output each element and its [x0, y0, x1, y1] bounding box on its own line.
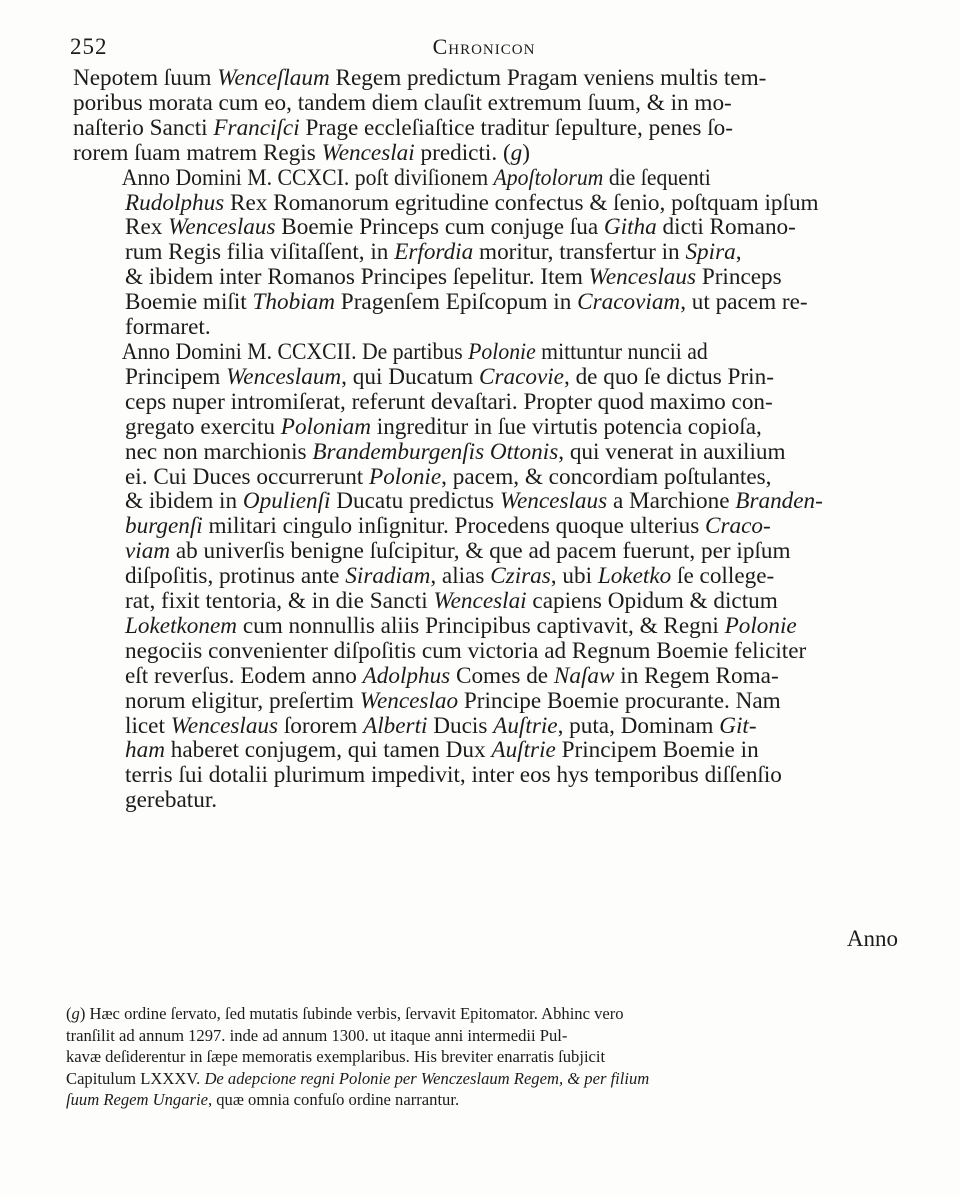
italic-segment: Polonie — [468, 338, 536, 365]
text-segment: Nepotem ſuum — [73, 65, 218, 91]
italic-segment: Adolphus — [362, 662, 451, 689]
text-segment: & ibidem in — [125, 488, 243, 515]
text-line — [73, 639, 899, 664]
text-line — [66, 1046, 902, 1068]
text-segment: diſpoſitis, protinus ante — [125, 563, 346, 590]
text-line — [66, 1025, 902, 1047]
italic-segment: Auſtrie — [491, 737, 556, 764]
text-segment: a Marchione — [607, 488, 736, 515]
text-segment: & ibidem inter Romanos Principes ſepelitur. Item — [125, 264, 589, 291]
italic-segment: Cracoviam — [577, 289, 681, 316]
italic-segment: Apoſtolorum — [493, 164, 604, 191]
text-segment: gerebatur. — [125, 787, 218, 814]
text-segment: , pacem, & concordiam poſtulantes, — [441, 463, 772, 490]
text-segment: Anno Domini M. CCXCII. De partibus — [121, 338, 469, 365]
text-segment: Prage eccleſiaſtice traditur ſepulture, penes ſo- — [299, 114, 733, 141]
text-segment: ei. Cui Duces occurrerunt — [125, 463, 370, 490]
text-segment: Rex — [125, 214, 169, 241]
italic-segment: burgenſi — [125, 513, 203, 540]
text-line — [73, 390, 899, 415]
text-segment: Boemie Princeps cum conjuge ſua — [275, 214, 604, 241]
text-segment: , ubi — [550, 563, 598, 590]
text-line — [73, 66, 899, 91]
italic-segment: Wenceslaus — [499, 488, 608, 515]
text-segment: tranſilit ad annum 1297. inde ad annum 1300. ut itaque anni intermedii Pul- — [66, 1025, 568, 1045]
italic-segment: Git- — [719, 712, 757, 739]
italic-segment: Polonie — [724, 612, 797, 639]
text-segment: Pragenſem Epiſcopum in — [335, 289, 578, 316]
text-line — [73, 415, 899, 440]
italic-segment: Franciſci — [213, 114, 300, 141]
italic-segment: Branden- — [735, 488, 823, 515]
text-segment: dicti Romano- — [656, 214, 796, 241]
text-segment: , qui Ducatum — [341, 363, 479, 390]
italic-segment: Rudolphus — [125, 189, 225, 216]
italic-segment: Githa — [603, 214, 657, 241]
text-line — [73, 440, 899, 465]
text-segment: Principem — [125, 363, 227, 390]
text-segment: poribus morata cum eo, tandem diem clauſit extremum ſuum, & in mo- — [73, 89, 732, 116]
text-line — [73, 763, 899, 788]
text-segment: , — [735, 239, 742, 266]
italic-segment: Spira — [685, 239, 736, 266]
text-segment: , alias — [430, 563, 491, 590]
italic-segment: Wenceslaus — [168, 214, 276, 241]
text-segment: ceps nuper intromiſerat, referunt devaſtari. Propter quod maximo con- — [125, 388, 773, 415]
text-line — [73, 315, 899, 340]
text-segment: naſterio Sancti — [73, 114, 214, 141]
text-segment: predicti. ( — [414, 139, 511, 166]
text-line — [73, 664, 899, 689]
text-line — [73, 141, 899, 166]
text-line — [73, 539, 899, 564]
text-segment: die ſequenti — [603, 164, 711, 191]
text-segment: haberet conjugem, qui tamen Dux — [164, 737, 492, 764]
text-line — [73, 290, 899, 315]
text-line — [73, 589, 899, 614]
text-segment: mittuntur nuncii ad — [535, 338, 708, 365]
text-line — [66, 1089, 902, 1111]
italic-segment: ſuum Regem Ungarie — [66, 1090, 208, 1110]
italic-segment: Wenceslaus — [588, 264, 697, 291]
italic-segment: Opulienſi — [242, 488, 331, 515]
text-segment: ( — [66, 1004, 72, 1023]
text-segment: ) — [522, 139, 530, 166]
text-segment: Regem predictum Pragam veniens multis tem- — [329, 65, 767, 91]
text-segment: Princeps — [696, 264, 782, 291]
italic-segment: Wenceslaus — [170, 712, 279, 739]
paragraph — [73, 340, 899, 813]
italic-segment: g — [71, 1004, 80, 1023]
text-line — [73, 689, 899, 714]
italic-segment: Siradiam — [345, 563, 431, 590]
italic-segment: Loketkonem — [125, 612, 238, 639]
italic-segment: Poloniam — [280, 413, 371, 440]
text-line — [66, 1068, 902, 1090]
catchword: Anno — [846, 926, 898, 951]
italic-segment: Auſtrie — [493, 712, 558, 739]
text-line — [73, 116, 899, 141]
italic-segment: Polonie — [369, 463, 442, 490]
text-line — [73, 714, 899, 739]
paragraph — [73, 166, 899, 340]
text-segment: Anno Domini M. CCXCI. poſt diviſionem — [121, 164, 494, 191]
italic-segment: De adepcione regni Polonie per Wenczeslaum Regem, & per filium — [204, 1068, 650, 1088]
text-segment: norum eligitur, preſertim — [125, 687, 360, 714]
text-segment: cum nonnullis aliis Principibus captivavit, & Regni — [237, 612, 725, 639]
text-line — [73, 265, 899, 290]
main-text — [73, 66, 899, 813]
text-line — [66, 1003, 902, 1025]
italic-segment: Wenceslao — [359, 687, 459, 714]
text-line — [73, 91, 899, 116]
text-segment: Rex Romanorum egritudine confectus & ſenio, poſtquam ipſum — [224, 189, 819, 216]
italic-segment: Wenceſlaum — [217, 65, 330, 91]
text-line — [73, 166, 847, 191]
text-segment: gregato exercitu — [125, 413, 281, 440]
italic-segment: viam — [125, 538, 171, 565]
text-segment: Ducis — [427, 712, 494, 739]
page-header — [70, 34, 898, 68]
text-line — [73, 365, 899, 390]
italic-segment: g — [510, 139, 523, 166]
italic-segment: Thobiam — [252, 289, 335, 316]
text-segment: eſt reverſus. Eodem anno — [125, 662, 363, 689]
text-segment: Comes de — [450, 662, 554, 689]
italic-segment: Wenceslaum — [226, 363, 342, 390]
text-segment: rat, fixit tentoria, & in die Sancti — [125, 588, 434, 615]
text-segment: , puta, Dominam — [557, 712, 720, 739]
text-segment: Principem Boemie in — [555, 737, 759, 764]
text-line — [73, 514, 899, 539]
text-segment: terris ſui dotalii plurimum impedivit, inter eos hys temporibus diſſenſio — [125, 762, 782, 789]
text-segment: ſe college- — [671, 563, 775, 590]
text-line — [73, 489, 899, 514]
text-segment: formaret. — [125, 314, 211, 341]
text-line — [73, 215, 899, 240]
italic-segment: Brandemburgenſis Ottonis — [312, 438, 559, 465]
italic-segment: Wenceslai — [321, 139, 415, 166]
footnote — [66, 1003, 902, 1111]
text-segment: , ut pacem re- — [680, 289, 808, 316]
paragraph — [73, 66, 899, 166]
italic-segment: Naſaw — [553, 662, 615, 689]
italic-segment: Cracovie — [478, 363, 564, 390]
text-line — [73, 738, 899, 763]
text-segment: negociis convenienter diſpoſitis cum victoria ad Regnum Boemie feliciter — [125, 637, 807, 664]
italic-segment: Loketko — [597, 563, 672, 590]
text-segment: , de quo ſe dictus Prin- — [563, 363, 774, 390]
text-segment: Principe Boemie procurante. Nam — [458, 687, 781, 714]
text-segment: licet — [125, 712, 171, 739]
text-line — [73, 614, 899, 639]
italic-segment: Craco- — [705, 513, 771, 540]
text-segment: Capitulum LXXXV. — [66, 1068, 205, 1088]
page-number: 252 — [70, 34, 108, 59]
italic-segment: Alberti — [363, 712, 428, 739]
text-line — [73, 240, 899, 265]
text-line — [73, 788, 899, 813]
text-segment: ſororem — [278, 712, 364, 739]
text-segment: ingreditur in ſue virtutis potencia copioſa, — [370, 413, 762, 440]
italic-segment: Wenceslai — [433, 588, 527, 615]
text-segment: ) Hæc ordine ſervato, ſed mutatis ſubinde verbis, ſervavit Epitomator. Abhinc vero — [79, 1004, 624, 1023]
text-line — [73, 465, 899, 490]
italic-segment: ham — [125, 737, 165, 764]
text-segment: capiens Opidum & dictum — [526, 588, 778, 615]
text-segment: kavæ deſiderentur in ſæpe memoratis exemplaribus. His breviter enarratis ſubjicit — [66, 1047, 606, 1067]
running-head: Chronicon — [432, 34, 536, 59]
italic-segment: Cziras — [490, 563, 551, 590]
text-segment: Boemie miſit — [125, 289, 253, 316]
text-segment: ab univerſis benigne ſuſcipitur, & que ad pacem fuerunt, per ipſum — [170, 538, 791, 565]
text-segment: moritur, transfertur in — [473, 239, 686, 266]
text-segment: Ducatu predictus — [330, 488, 500, 515]
text-segment: in Regem Roma- — [614, 662, 779, 689]
text-line — [73, 191, 899, 216]
text-segment: militari cingulo inſignitur. Procedens quoque ulterius — [202, 513, 706, 540]
text-segment: , qui venerat in auxilium — [558, 438, 786, 465]
text-line — [73, 340, 847, 365]
text-line — [73, 564, 899, 589]
italic-segment: Erfordia — [394, 239, 474, 266]
text-segment: rum Regis filia viſitaſſent, in — [125, 239, 395, 266]
text-segment: rorem ſuam matrem Regis — [73, 139, 322, 166]
text-segment: , quæ omnia confuſo ordine narrantur. — [207, 1090, 460, 1110]
text-segment: nec non marchionis — [125, 438, 313, 465]
